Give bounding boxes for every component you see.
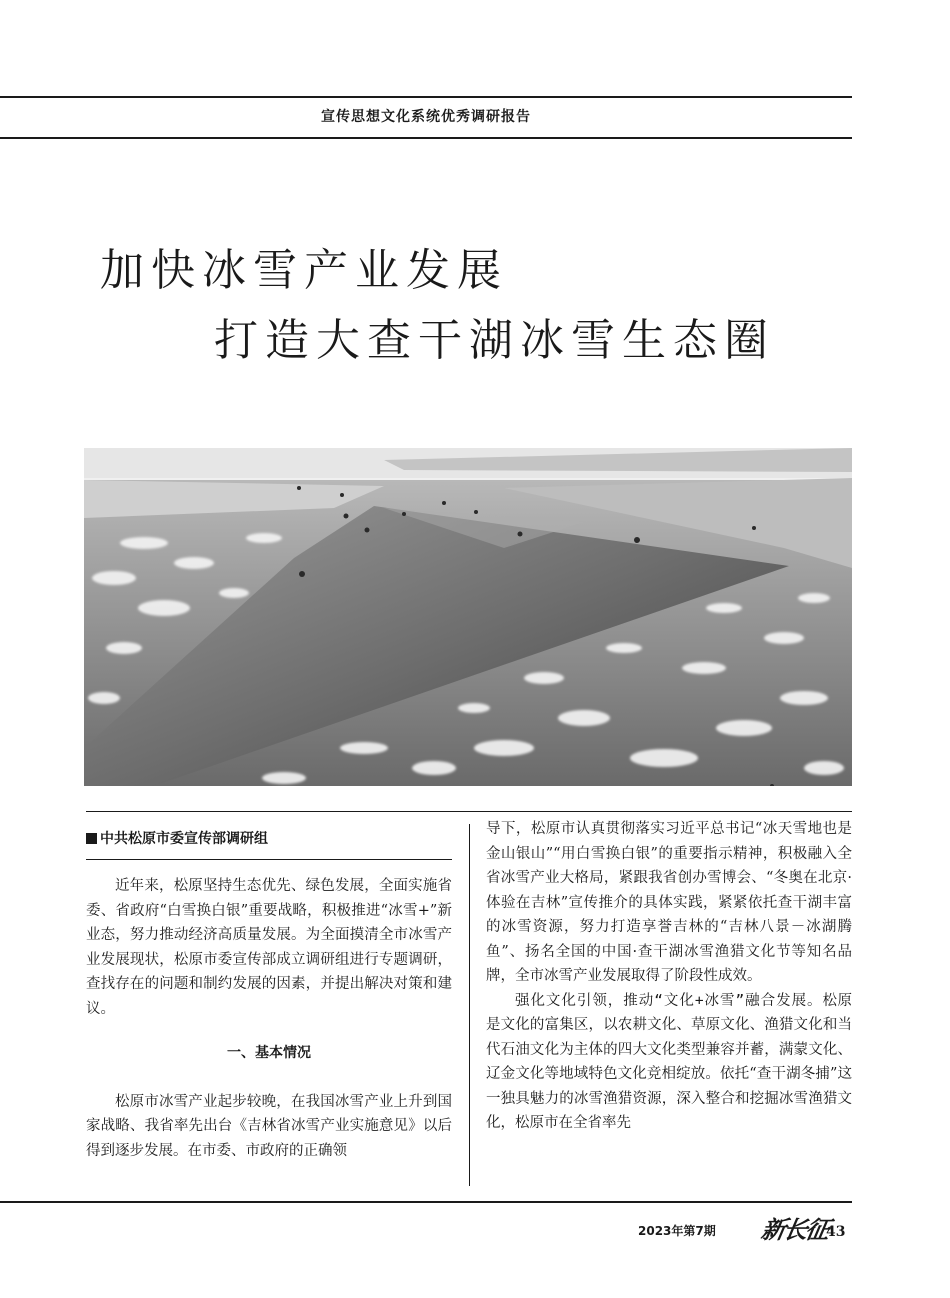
page-number: 43 xyxy=(826,1224,846,1240)
author-name: 中共松原市委宣传部调研组 xyxy=(100,831,268,847)
article-title-line-2: 打造大查干湖冰雪生态圈 xyxy=(214,315,775,366)
paragraph-body: 松原是文化的富集区，以农耕文化、草原文化、渔猎文化和当代石油文化为主体的四大文化类型兼容并蓄，满蒙文化、辽金文化等地域特色文化竞相绽放。依托“查干湖冬捕”这一独具魅力的冰雪渔猎资源，深入整合和挖掘冰雪渔猎文化，松原市在全省率先 xyxy=(486,992,852,1131)
magazine-logo: 新长征 xyxy=(759,1215,831,1244)
footer-rule xyxy=(0,1201,852,1203)
header-rule-top xyxy=(0,96,852,98)
header-rule-bottom xyxy=(0,137,852,139)
article-title-line-1: 加快冰雪产业发展 xyxy=(100,245,508,296)
running-head: 宣传思想文化系统优秀调研报告 xyxy=(321,109,531,125)
body-paragraph-left: 松原市冰雪产业起步较晚，在我国冰雪产业上升到国家战略、我省率先出台《吉林省冰雪产业实施意见》以后得到逐步发展。在市委、市政府的正确领 xyxy=(86,1093,452,1159)
issue-label: 2023年第7期 xyxy=(638,1224,716,1238)
text-column-right xyxy=(486,817,852,1136)
column-divider xyxy=(469,824,470,1186)
text-column-left xyxy=(86,817,452,1163)
author-byline xyxy=(86,827,452,860)
paragraph-lead-phrase: 强化文化引领，推动“文化+冰雪”融合发展。 xyxy=(515,992,823,1009)
intro-paragraph: 近年来，松原坚持生态优先、绿色发展，全面实施省委、省政府“白雪换白银”重要战略，积极推进“冰雪+”新业态，努力推动经济高质量发展。为全面摸清全市冰雪产业发展现状，松原市委宣传部成立调研组进行专题调研，查找存在的问题和制约发展的因素，并提出解决对策和建议。 xyxy=(86,878,452,1017)
square-bullet-icon xyxy=(86,833,97,844)
section-heading: 一、基本情况 xyxy=(227,1045,311,1061)
body-paragraph-right: 导下，松原市认真贯彻落实习近平总书记“冰天雪地也是金山银山”“用白雪换白银”的重要指示精神，积极融入全省冰雪产业大格局，紧跟我省创办雪博会、“冬奥在北京·体验在吉林”宣传推介的具体实践，紧紧依托查干湖丰富的冰雪资源，努力打造享誉吉林的“吉林八景－冰湖腾鱼”、扬名全国的中国·查干湖冰雪渔猎文化节等知名品牌，全市冰雪产业发展取得了阶段性成效。 xyxy=(486,821,852,984)
body-paragraph-culture xyxy=(486,989,852,1136)
lead-photo-frozen-lake xyxy=(84,448,852,786)
body-rule-top xyxy=(86,811,852,812)
